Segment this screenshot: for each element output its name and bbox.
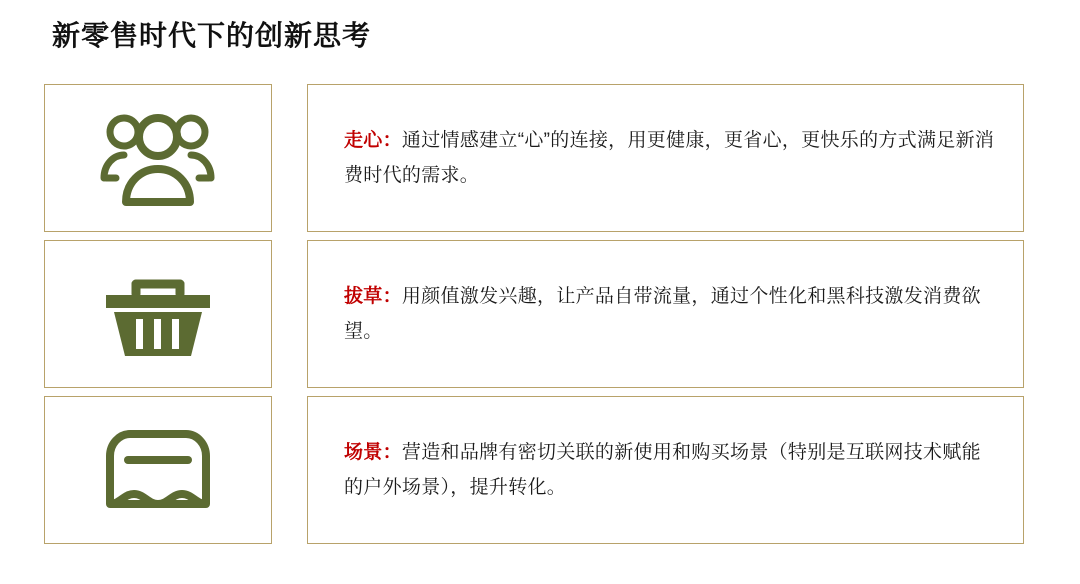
content-row <box>44 396 1024 544</box>
page-title: 新零售时代下的创新思考 <box>52 20 372 51</box>
row-text <box>344 435 995 505</box>
icon-cell-people <box>44 84 272 232</box>
row-body: 营造和品牌有密切关联的新使用和购买场景（特别是互联网技术赋能的户外场景），提升转化。 <box>344 441 981 498</box>
text-cell-1 <box>307 84 1024 232</box>
row-body: 通过情感建立“心”的连接，用更健康，更省心，更快乐的方式满足新消费时代的需求。 <box>344 129 995 186</box>
storefront-icon <box>96 420 220 520</box>
row-body: 用颜值激发兴趣，让产品自带流量，通过个性化和黑科技激发消费欲望。 <box>344 285 981 342</box>
shopping-basket-icon <box>98 262 218 366</box>
row-separator: ： <box>382 285 402 307</box>
text-cell-3 <box>307 396 1024 544</box>
row-keyword: 场景 <box>344 441 383 463</box>
text-cell-2 <box>307 240 1024 388</box>
row-text <box>344 123 995 193</box>
icon-cell-store <box>44 396 272 544</box>
content-row <box>44 240 1024 388</box>
row-keyword: 拔草 <box>344 285 383 307</box>
row-separator: ： <box>382 129 402 151</box>
icon-cell-basket <box>44 240 272 388</box>
row-text <box>344 279 995 349</box>
people-group-icon <box>92 106 224 210</box>
row-keyword: 走心 <box>344 129 383 151</box>
content-rows <box>44 84 1024 552</box>
content-row <box>44 84 1024 232</box>
row-separator: ： <box>382 441 402 463</box>
